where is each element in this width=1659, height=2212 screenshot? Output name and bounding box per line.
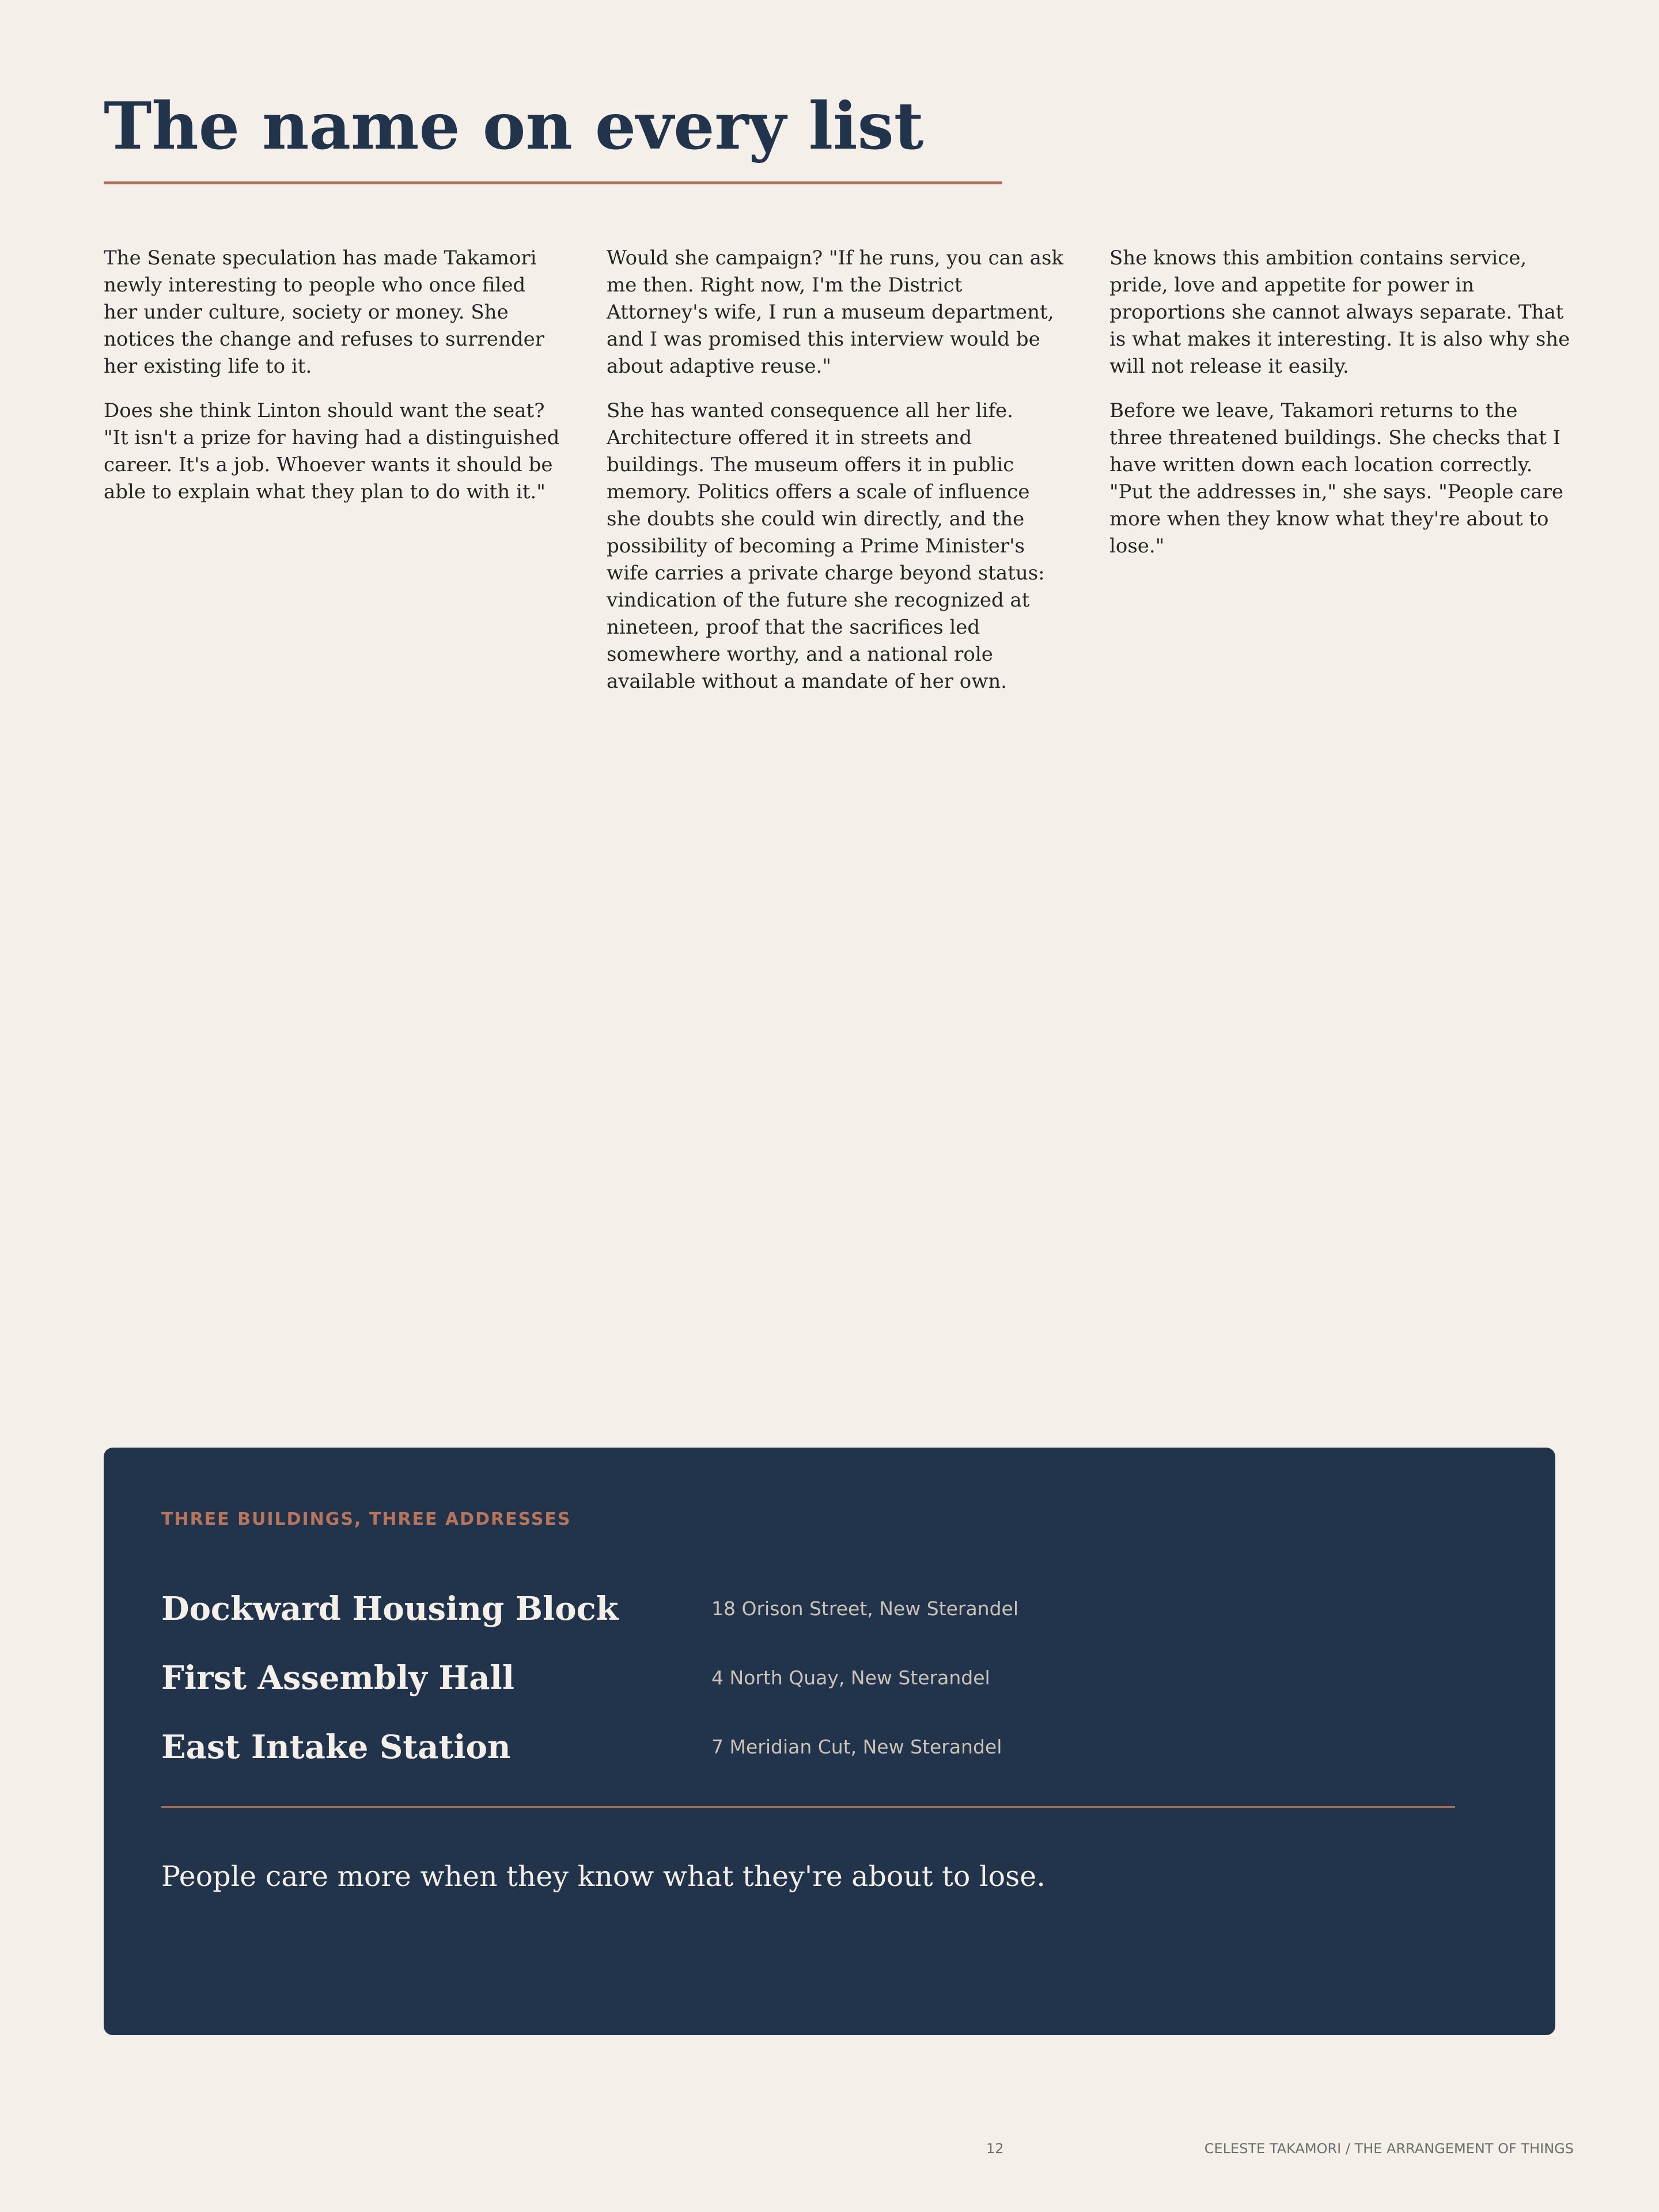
page-number: 12 [986, 2141, 1004, 2157]
running-head: CELESTE TAKAMORI / THE ARRANGEMENT OF THINGS [1204, 2141, 1574, 2157]
article-title: The name on every list [104, 89, 924, 164]
building-row-intake [161, 1718, 1440, 1776]
title-underline [104, 181, 1002, 184]
paragraph: The Senate speculation has made Takamori newly interesting to people who once filed her under culture, society or money. She notices the change and refuses to surrender her existing life to it. [104, 247, 544, 378]
building-row-dockward [161, 1580, 1440, 1638]
paragraph: She has wanted consequence all her life. Architecture offered it in streets and buildings. The museum offers it in public memory. Politics offers a scale of influence she doubts she could win directly, and the possibility of becoming a Prime Minister's wife carries a private charge beyond status: vindication of the future she recognized at nineteen, proof that the sacrifices led somewhere worthy, and a national role available without a mandate of her own. [607, 399, 1045, 693]
building-address: 7 Meridian Cut, New Sterandel [711, 1736, 1002, 1758]
panel-divider [161, 1806, 1455, 1808]
building-address: 18 Orison Street, New Sterandel [711, 1597, 1019, 1620]
building-name: Dockward Housing Block [161, 1590, 619, 1628]
addresses-panel [104, 1448, 1555, 2035]
building-row-assembly [161, 1649, 1440, 1707]
building-address: 4 North Quay, New Sterandel [711, 1666, 990, 1689]
text-column-3 [1109, 245, 1570, 577]
text-column-1 [104, 245, 565, 523]
paragraph: She knows this ambition contains service, pride, love and appetite for power in proportions she cannot always separate. That is what makes it interesting. It is also why she will not release it easily. [1109, 247, 1570, 378]
panel-label: THREE BUILDINGS, THREE ADDRESSES [161, 1509, 571, 1529]
text-column-2 [607, 245, 1067, 713]
paragraph: Would she campaign? "If he runs, you can ask me then. Right now, I'm the District Attorney's wife, I run a museum department, and I was promised this interview would be about adaptive reuse." [607, 247, 1064, 378]
paragraph: Does she think Linton should want the seat? "It isn't a prize for having had a distinguished career. It's a job. Whoever wants it should be able to explain what they plan to do with it." [104, 399, 560, 503]
paragraph: Before we leave, Takamori returns to the three threatened buildings. She checks that I have written down each location correctly. "Put the addresses in," she says. "People care more when they know what they're about to lose." [1109, 399, 1563, 558]
pull-quote: People care more when they know what they're about to lose. [161, 1860, 1046, 1893]
building-name: East Intake Station [161, 1728, 511, 1766]
building-name: First Assembly Hall [161, 1659, 515, 1697]
